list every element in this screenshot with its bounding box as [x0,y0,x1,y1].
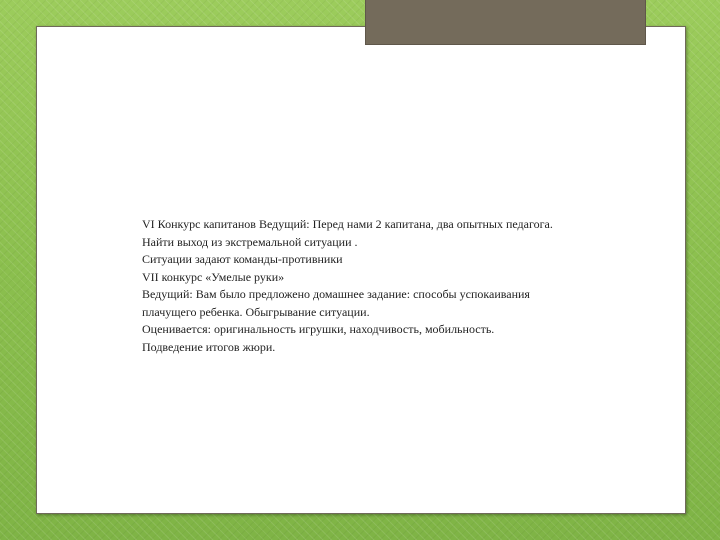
body-text-line: плачущего ребенка. Обыгрывание ситуации. [142,304,370,319]
title-tab-block [365,0,646,45]
body-text-line: VII конкурс «Умелые руки» [142,269,285,284]
body-text-line: VI Конкурс капитанов Ведущий: Перед нами 2 капитана, два опытных педагога. [142,217,553,231]
body-text-line: Ведущий: Вам было предложено домашнее задание: способы успокаивания [142,287,530,301]
slide-body-text [142,216,662,356]
body-text-line: Оценивается: оригинальность игрушки, находчивость, мобильность. [142,322,495,336]
body-text-line: Ситуации задают команды-противники [142,252,343,266]
body-text-line: Подведение итогов жюри. [142,339,276,354]
slide-content-panel [36,26,686,514]
body-text-line: Найти выход из экстремальной ситуации . [142,234,358,249]
